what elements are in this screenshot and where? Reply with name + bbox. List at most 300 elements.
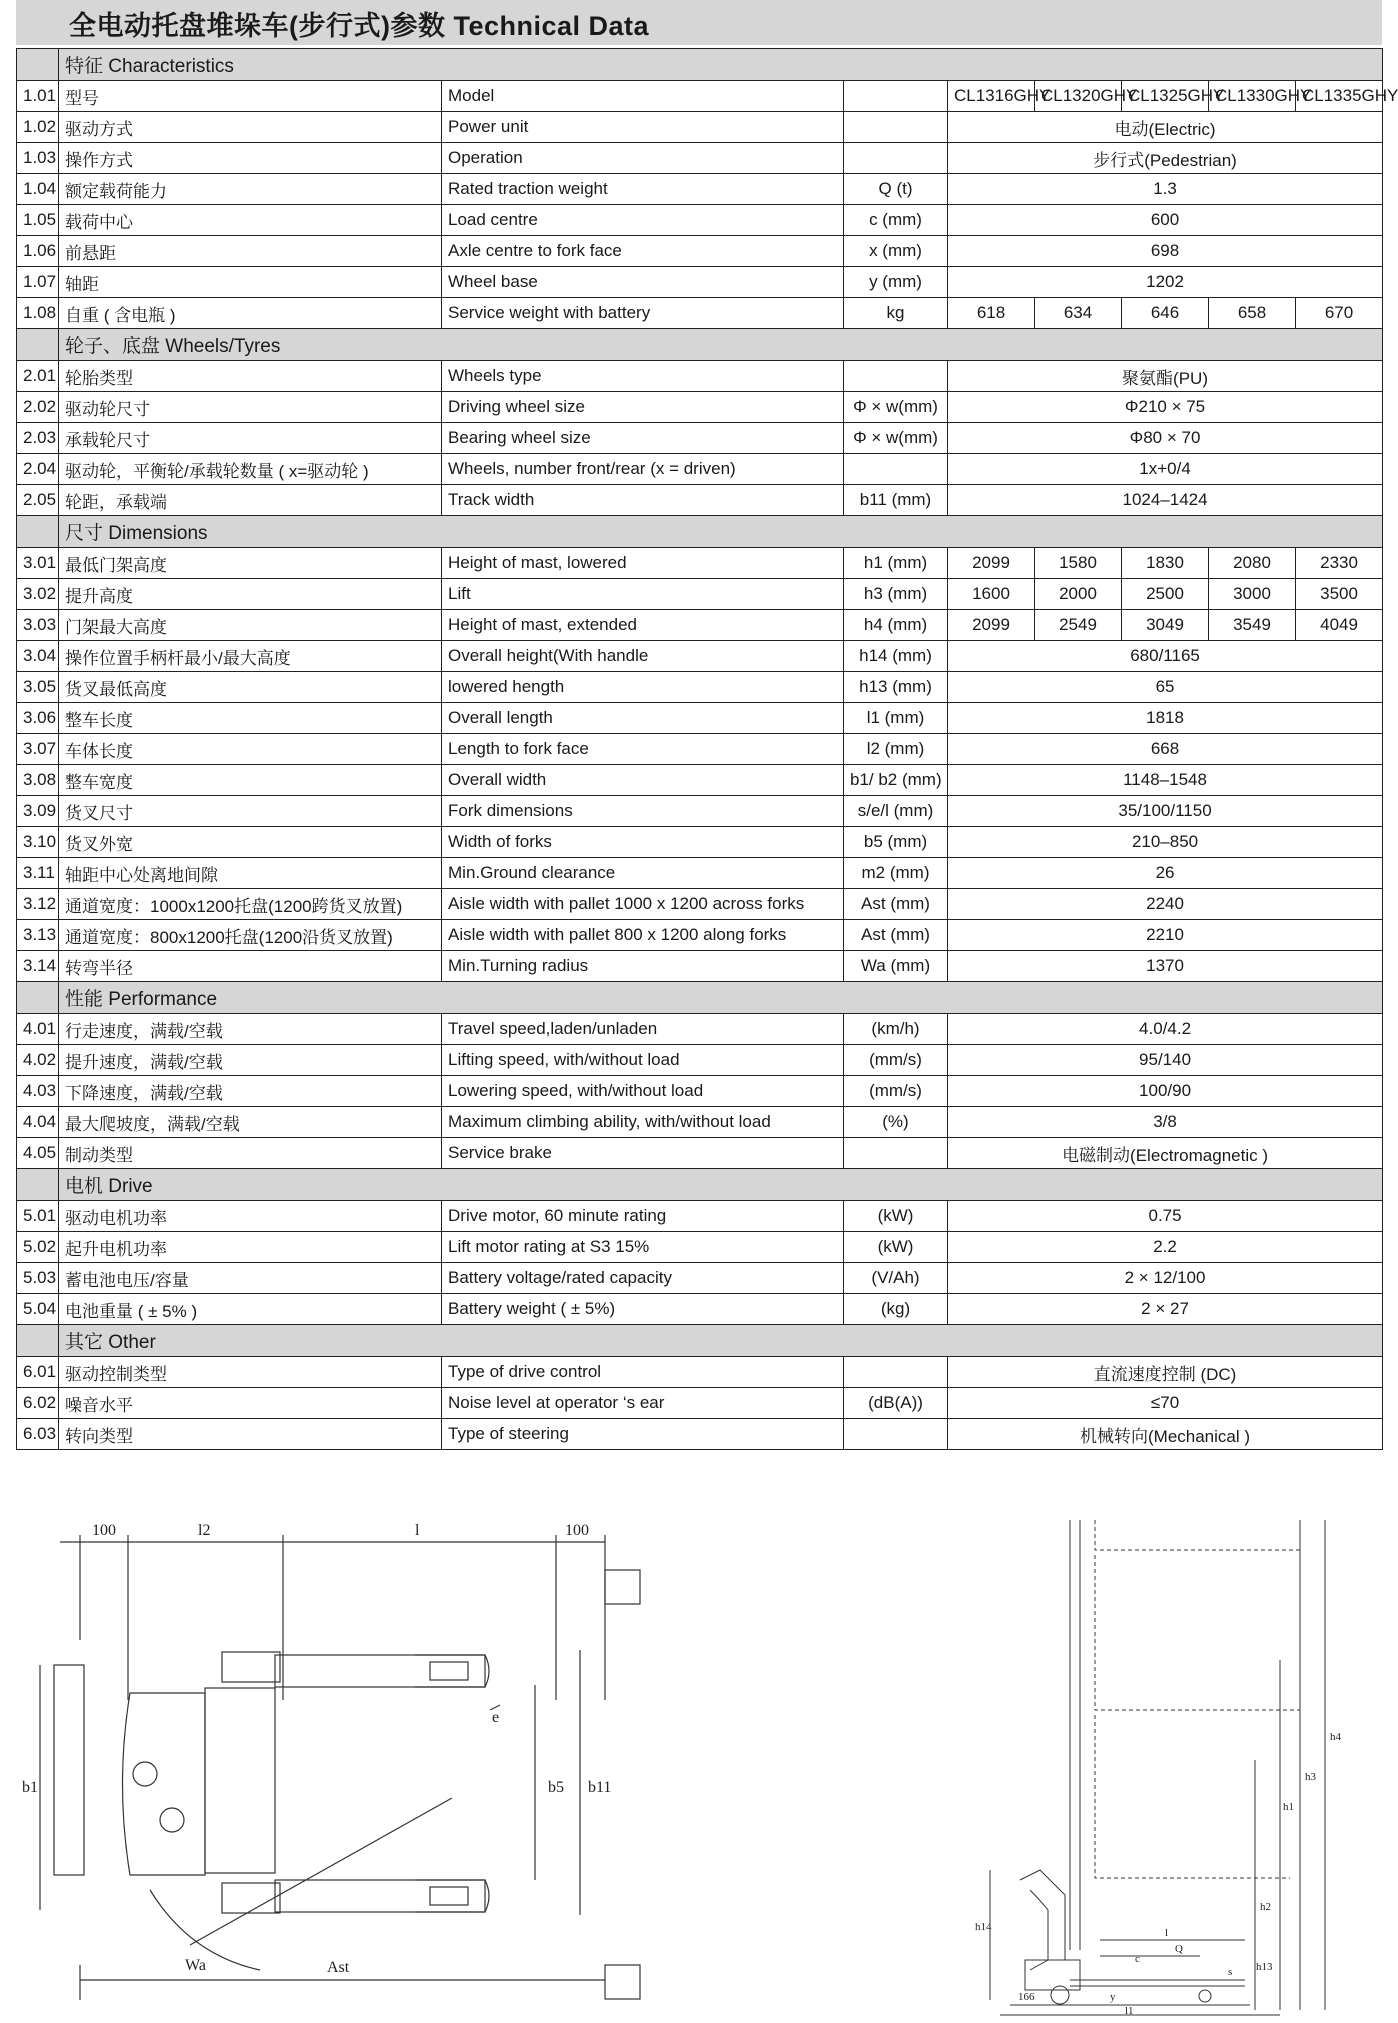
dim-h2-label: h2 [1260, 1901, 1271, 1913]
chinese-label: 前悬距 [59, 236, 442, 267]
english-label: Width of forks [442, 827, 844, 858]
english-label: Lifting speed, with/without load [442, 1045, 844, 1076]
english-label: Battery weight ( ± 5%) [442, 1294, 844, 1325]
value-cell: ≤70 [948, 1388, 1383, 1419]
value-cell: 1600 [948, 579, 1035, 610]
spec-table [16, 48, 1398, 1450]
chinese-label: 噪音水平 [59, 1388, 442, 1419]
value-cell: 1.3 [948, 174, 1383, 205]
value-cell: 600 [948, 205, 1383, 236]
english-label: Lift [442, 579, 844, 610]
value-cell: 机械转向(Mechanical ) [948, 1419, 1383, 1450]
value-cell: 3000 [1209, 579, 1296, 610]
unit: Φ × w(mm) [844, 392, 948, 423]
row-number: 3.08 [17, 765, 59, 796]
english-label: lowered hength [442, 672, 844, 703]
value-cell: 680/1165 [948, 641, 1383, 672]
top-view-labels [22, 1522, 611, 1976]
unit: (V/Ah) [844, 1263, 948, 1294]
value-cell: Φ80 × 70 [948, 423, 1383, 454]
dim-l-side-label: l [1165, 1927, 1169, 1939]
english-label: Service brake [442, 1138, 844, 1169]
table-row [17, 1107, 1383, 1138]
chinese-label: 驱动轮，平衡轮/承载轮数量 ( x=驱动轮 ) [59, 454, 442, 485]
table-row [17, 485, 1383, 516]
dim-166-label: 166 [1018, 1991, 1035, 2003]
section-header [17, 1325, 1383, 1357]
chinese-label: 整车长度 [59, 703, 442, 734]
value-cell: 3549 [1209, 610, 1296, 641]
chinese-label: 电池重量 ( ± 5% ) [59, 1294, 442, 1325]
value-cell: 电动(Electric) [948, 112, 1383, 143]
row-number: 1.03 [17, 143, 59, 174]
dim-c-label: c [1135, 1953, 1140, 1965]
english-label: Maximum climbing ability, with/without load [442, 1107, 844, 1138]
chinese-label: 驱动轮尺寸 [59, 392, 442, 423]
table-row [17, 143, 1383, 174]
chinese-label: 通道宽度：1000x1200托盘(1200跨货叉放置) [59, 889, 442, 920]
value-cell: 2330 [1296, 548, 1383, 579]
row-number: 3.14 [17, 951, 59, 982]
chinese-label: 自重 ( 含电瓶 ) [59, 298, 442, 329]
chinese-label: 货叉外宽 [59, 827, 442, 858]
unit: h13 (mm) [844, 672, 948, 703]
row-number: 3.12 [17, 889, 59, 920]
value-cell: 1370 [948, 951, 1383, 982]
english-label: Load centre [442, 205, 844, 236]
unit [844, 1357, 948, 1388]
value-cell: 2500 [1122, 579, 1209, 610]
unit: kg [844, 298, 948, 329]
value-cell: 658 [1209, 298, 1296, 329]
table-row [17, 734, 1383, 765]
section-header-spacer [17, 329, 59, 361]
technical-drawings [0, 1500, 1397, 2018]
english-label: Overall height(With handle [442, 641, 844, 672]
table-row [17, 1076, 1383, 1107]
row-number: 4.03 [17, 1076, 59, 1107]
chinese-label: 轮胎类型 [59, 361, 442, 392]
english-label: Overall length [442, 703, 844, 734]
row-number: 5.04 [17, 1294, 59, 1325]
value-cell: 直流速度控制 (DC) [948, 1357, 1383, 1388]
english-label: Wheels type [442, 361, 844, 392]
unit [844, 454, 948, 485]
row-number: 3.01 [17, 548, 59, 579]
value-cell: 电磁制动(Electromagnetic ) [948, 1138, 1383, 1169]
row-number: 1.08 [17, 298, 59, 329]
row-number: 6.03 [17, 1419, 59, 1450]
value-cell: 210–850 [948, 827, 1383, 858]
english-label: Wheels, number front/rear (x = driven) [442, 454, 844, 485]
table-row [17, 81, 1383, 112]
table-row [17, 1014, 1383, 1045]
row-number: 3.11 [17, 858, 59, 889]
unit: h1 (mm) [844, 548, 948, 579]
chinese-label: 通道宽度：800x1200托盘(1200沿货叉放置) [59, 920, 442, 951]
chinese-label: 最低门架高度 [59, 548, 442, 579]
unit: b5 (mm) [844, 827, 948, 858]
unit: (kg) [844, 1294, 948, 1325]
dim-b5-label: b5 [548, 1779, 564, 1796]
table-row [17, 392, 1383, 423]
english-label: Lowering speed, with/without load [442, 1076, 844, 1107]
row-number: 2.05 [17, 485, 59, 516]
value-cell: 步行式(Pedestrian) [948, 143, 1383, 174]
unit [844, 143, 948, 174]
chinese-label: 操作方式 [59, 143, 442, 174]
value-cell: 2 × 27 [948, 1294, 1383, 1325]
table-row [17, 174, 1383, 205]
chinese-label: 车体长度 [59, 734, 442, 765]
row-number: 2.03 [17, 423, 59, 454]
english-label: Model [442, 81, 844, 112]
chinese-label: 提升高度 [59, 579, 442, 610]
english-label: Height of mast, lowered [442, 548, 844, 579]
chinese-label: 驱动电机功率 [59, 1201, 442, 1232]
section-title: 特征 Characteristics [59, 49, 1383, 81]
table-row [17, 112, 1383, 143]
value-cell: 95/140 [948, 1045, 1383, 1076]
row-number: 6.01 [17, 1357, 59, 1388]
value-cell: 634 [1035, 298, 1122, 329]
english-label: Lift motor rating at S3 15% [442, 1232, 844, 1263]
english-label: Driving wheel size [442, 392, 844, 423]
value-cell: 4049 [1296, 610, 1383, 641]
table-row [17, 579, 1383, 610]
section-header-spacer [17, 49, 59, 81]
chinese-label: 下降速度，满载/空载 [59, 1076, 442, 1107]
table-row [17, 548, 1383, 579]
value-cell: 65 [948, 672, 1383, 703]
dim-b11-label: b11 [588, 1779, 612, 1796]
value-cell: 2.2 [948, 1232, 1383, 1263]
chinese-label: 货叉最低高度 [59, 672, 442, 703]
table-row [17, 1045, 1383, 1076]
english-label: Min.Ground clearance [442, 858, 844, 889]
unit [844, 1138, 948, 1169]
table-row [17, 298, 1383, 329]
chinese-label: 行走速度，满载/空载 [59, 1014, 442, 1045]
unit: (mm/s) [844, 1076, 948, 1107]
value-cell: 聚氨酯(PU) [948, 361, 1383, 392]
dim-wa-label: Wa [185, 1957, 206, 1974]
row-number: 4.05 [17, 1138, 59, 1169]
side-view-drawing [990, 1520, 1325, 2015]
section-header-spacer [17, 982, 59, 1014]
value-cell: 2099 [948, 610, 1035, 641]
row-number: 2.01 [17, 361, 59, 392]
value-cell: 1580 [1035, 548, 1122, 579]
unit: l1 (mm) [844, 703, 948, 734]
value-cell: 100/90 [948, 1076, 1383, 1107]
table-row [17, 1419, 1383, 1450]
chinese-label: 门架最大高度 [59, 610, 442, 641]
table-row [17, 1201, 1383, 1232]
chinese-label: 提升速度，满载/空载 [59, 1045, 442, 1076]
english-label: Operation [442, 143, 844, 174]
value-cell: 3049 [1122, 610, 1209, 641]
english-label: Travel speed,laden/unladen [442, 1014, 844, 1045]
english-label: Wheel base [442, 267, 844, 298]
english-label: Fork dimensions [442, 796, 844, 827]
table-row [17, 236, 1383, 267]
chinese-label: 载荷中心 [59, 205, 442, 236]
value-cell: 1818 [948, 703, 1383, 734]
top-view-drawing [40, 1535, 640, 2000]
row-number: 4.04 [17, 1107, 59, 1138]
value-cell: 2000 [1035, 579, 1122, 610]
dim-y-label: y [1110, 1991, 1116, 2003]
value-cell: 2 × 12/100 [948, 1263, 1383, 1294]
value-cell: 1830 [1122, 548, 1209, 579]
chinese-label: 蓄电池电压/容量 [59, 1263, 442, 1294]
table-row [17, 641, 1383, 672]
row-number: 5.02 [17, 1232, 59, 1263]
section-title: 其它 Other [59, 1325, 1383, 1357]
row-number: 5.03 [17, 1263, 59, 1294]
unit: Φ × w(mm) [844, 423, 948, 454]
row-number: 1.02 [17, 112, 59, 143]
row-number: 1.06 [17, 236, 59, 267]
value-cell: 2080 [1209, 548, 1296, 579]
row-number: 6.02 [17, 1388, 59, 1419]
table-row [17, 1294, 1383, 1325]
unit [844, 1419, 948, 1450]
dim-l-label: l [415, 1522, 420, 1539]
unit: h4 (mm) [844, 610, 948, 641]
english-label: Type of drive control [442, 1357, 844, 1388]
value-cell: 3/8 [948, 1107, 1383, 1138]
dim-h1-label: h1 [1283, 1801, 1294, 1813]
table-row [17, 1138, 1383, 1169]
dim-h3-label: h3 [1305, 1771, 1316, 1783]
chinese-label: 型号 [59, 81, 442, 112]
table-row [17, 1357, 1383, 1388]
unit: (%) [844, 1107, 948, 1138]
drawings-area [0, 1500, 1397, 2018]
row-number: 1.04 [17, 174, 59, 205]
value-cell: 1x+0/4 [948, 454, 1383, 485]
table-row [17, 1388, 1383, 1419]
page-title: 全电动托盘堆垛车(步行式)参数 Technical Data [69, 11, 650, 41]
english-label: Service weight with battery [442, 298, 844, 329]
chinese-label: 货叉尺寸 [59, 796, 442, 827]
dim-q-label: Q [1175, 1943, 1183, 1955]
section-header-spacer [17, 1325, 59, 1357]
table-row [17, 765, 1383, 796]
dim-100-right-label: 100 [565, 1522, 589, 1539]
value-cell: 35/100/1150 [948, 796, 1383, 827]
chinese-label: 制动类型 [59, 1138, 442, 1169]
value-cell: 4.0/4.2 [948, 1014, 1383, 1045]
unit: (kW) [844, 1232, 948, 1263]
chinese-label: 轴距 [59, 267, 442, 298]
dim-e-label: e [492, 1709, 500, 1726]
english-label: Aisle width with pallet 1000 x 1200 across forks [442, 889, 844, 920]
title-bar [16, 0, 1382, 45]
side-view-labels [975, 1731, 1342, 2017]
value-cell: 698 [948, 236, 1383, 267]
value-cell: 646 [1122, 298, 1209, 329]
dim-l1-label: l1 [1125, 2005, 1134, 2017]
unit: (kW) [844, 1201, 948, 1232]
unit [844, 112, 948, 143]
unit: l2 (mm) [844, 734, 948, 765]
section-title: 尺寸 Dimensions [59, 516, 1383, 548]
unit: Ast (mm) [844, 920, 948, 951]
value-cell: 3500 [1296, 579, 1383, 610]
dim-b1-label: b1 [22, 1779, 38, 1796]
row-number: 3.07 [17, 734, 59, 765]
value-cell: 2240 [948, 889, 1383, 920]
chinese-label: 轴距中心处离地间隙 [59, 858, 442, 889]
row-number: 3.02 [17, 579, 59, 610]
section-title: 轮子、底盘 Wheels/Tyres [59, 329, 1383, 361]
row-number: 4.01 [17, 1014, 59, 1045]
value-cell: Φ210 × 75 [948, 392, 1383, 423]
value-cell: 670 [1296, 298, 1383, 329]
chinese-label: 最大爬坡度，满载/空载 [59, 1107, 442, 1138]
row-number: 2.02 [17, 392, 59, 423]
unit: h14 (mm) [844, 641, 948, 672]
chinese-label: 承载轮尺寸 [59, 423, 442, 454]
table-row [17, 889, 1383, 920]
value-cell: 668 [948, 734, 1383, 765]
chinese-label: 操作位置手柄杆最小/最大高度 [59, 641, 442, 672]
value-cell: 26 [948, 858, 1383, 889]
table-row [17, 454, 1383, 485]
chinese-label: 整车宽度 [59, 765, 442, 796]
english-label: Length to fork face [442, 734, 844, 765]
dim-ast-label: Ast [327, 1959, 350, 1976]
unit: b1/ b2 (mm) [844, 765, 948, 796]
section-header [17, 49, 1383, 81]
unit: Ast (mm) [844, 889, 948, 920]
unit: Wa (mm) [844, 951, 948, 982]
row-number: 2.04 [17, 454, 59, 485]
section-header-spacer [17, 1169, 59, 1201]
chinese-label: 转弯半径 [59, 951, 442, 982]
chinese-label: 轮距，承载端 [59, 485, 442, 516]
english-label: Track width [442, 485, 844, 516]
unit: m2 (mm) [844, 858, 948, 889]
value-cell: 2549 [1035, 610, 1122, 641]
table-row [17, 827, 1383, 858]
english-label: Type of steering [442, 1419, 844, 1450]
unit: y (mm) [844, 267, 948, 298]
row-number: 1.05 [17, 205, 59, 236]
value-cell: 1148–1548 [948, 765, 1383, 796]
section-header [17, 1169, 1383, 1201]
dim-h13-label: h13 [1256, 1961, 1273, 1973]
row-number: 4.02 [17, 1045, 59, 1076]
chinese-label: 驱动方式 [59, 112, 442, 143]
english-label: Bearing wheel size [442, 423, 844, 454]
chinese-label: 转向类型 [59, 1419, 442, 1450]
section-header-spacer [17, 516, 59, 548]
value-cell: CL1335GHY [1296, 81, 1383, 112]
table-row [17, 267, 1383, 298]
value-cell: 618 [948, 298, 1035, 329]
row-number: 1.07 [17, 267, 59, 298]
english-label: Noise level at operator ‘s ear [442, 1388, 844, 1419]
value-cell: CL1330GHY [1209, 81, 1296, 112]
english-label: Aisle width with pallet 800 x 1200 along forks [442, 920, 844, 951]
row-number: 3.05 [17, 672, 59, 703]
row-number: 3.04 [17, 641, 59, 672]
unit: b11 (mm) [844, 485, 948, 516]
unit: h3 (mm) [844, 579, 948, 610]
table-row [17, 796, 1383, 827]
section-header [17, 982, 1383, 1014]
value-cell: CL1316GHY [948, 81, 1035, 112]
table-row [17, 672, 1383, 703]
section-title: 电机 Drive [59, 1169, 1383, 1201]
table-row [17, 610, 1383, 641]
chinese-label: 额定载荷能力 [59, 174, 442, 205]
value-cell: 0.75 [948, 1201, 1383, 1232]
value-cell: CL1325GHY [1122, 81, 1209, 112]
unit: (km/h) [844, 1014, 948, 1045]
table-row [17, 858, 1383, 889]
chinese-label: 起升电机功率 [59, 1232, 442, 1263]
table-row [17, 423, 1383, 454]
table-row [17, 361, 1383, 392]
dim-s-label: s [1228, 1966, 1233, 1978]
section-header [17, 329, 1383, 361]
unit: x (mm) [844, 236, 948, 267]
row-number: 3.06 [17, 703, 59, 734]
english-label: Drive motor, 60 minute rating [442, 1201, 844, 1232]
english-label: Overall width [442, 765, 844, 796]
section-header [17, 516, 1383, 548]
english-label: Height of mast, extended [442, 610, 844, 641]
dim-h14-label: h14 [975, 1921, 992, 1933]
chinese-label: 驱动控制类型 [59, 1357, 442, 1388]
table-row [17, 1232, 1383, 1263]
table-row [17, 920, 1383, 951]
row-number: 1.01 [17, 81, 59, 112]
table-row [17, 703, 1383, 734]
section-title: 性能 Performance [59, 982, 1383, 1014]
table-row [17, 951, 1383, 982]
unit: (dB(A)) [844, 1388, 948, 1419]
value-cell: CL1320GHY [1035, 81, 1122, 112]
english-label: Axle centre to fork face [442, 236, 844, 267]
table-row [17, 1263, 1383, 1294]
table-row [17, 205, 1383, 236]
value-cell: 2099 [948, 548, 1035, 579]
unit [844, 361, 948, 392]
unit: s/e/l (mm) [844, 796, 948, 827]
row-number: 3.09 [17, 796, 59, 827]
unit: (mm/s) [844, 1045, 948, 1076]
dim-h4-label: h4 [1330, 1731, 1341, 1743]
dim-l2-label: l2 [198, 1522, 211, 1539]
english-label: Battery voltage/rated capacity [442, 1263, 844, 1294]
unit [844, 81, 948, 112]
row-number: 3.03 [17, 610, 59, 641]
english-label: Min.Turning radius [442, 951, 844, 982]
value-cell: 1024–1424 [948, 485, 1383, 516]
value-cell: 2210 [948, 920, 1383, 951]
english-label: Power unit [442, 112, 844, 143]
row-number: 5.01 [17, 1201, 59, 1232]
english-label: Rated traction weight [442, 174, 844, 205]
unit: c (mm) [844, 205, 948, 236]
value-cell: 1202 [948, 267, 1383, 298]
